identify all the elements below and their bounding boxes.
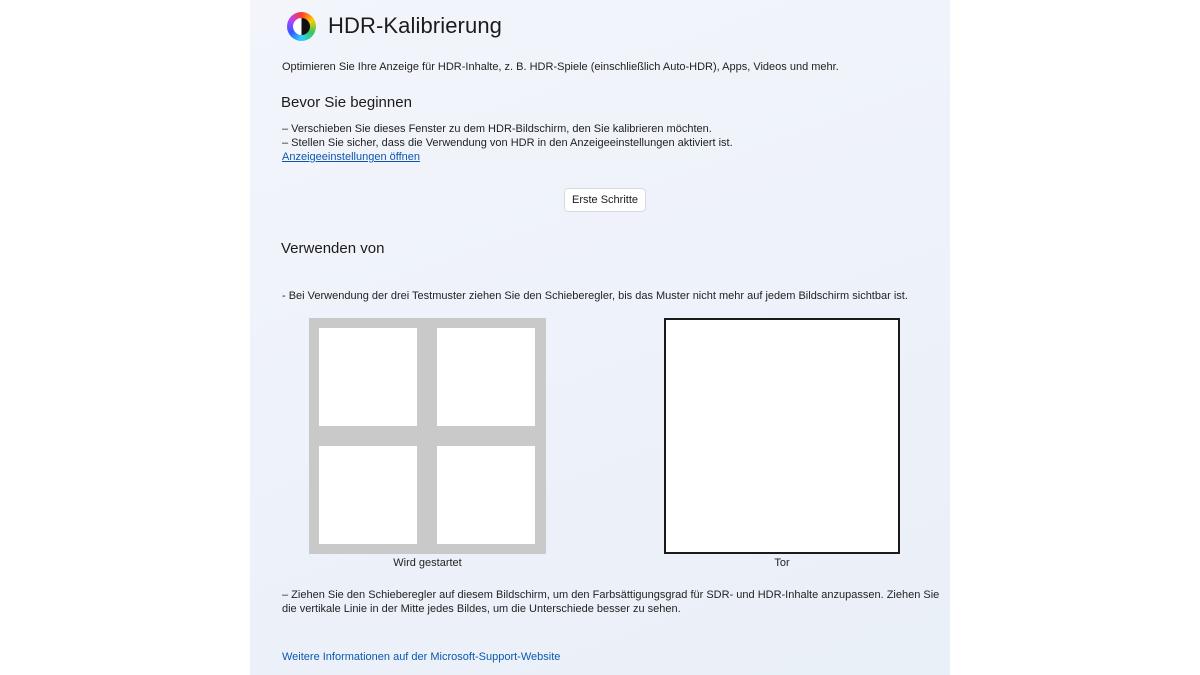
- hdr-calibration-window: [250, 0, 950, 675]
- start-test-pattern: [309, 318, 546, 554]
- support-website-link[interactable]: Weitere Informationen auf der Microsoft-Support-Website: [282, 651, 561, 663]
- app-title: HDR-Kalibrierung: [328, 13, 502, 38]
- pattern-pane: [319, 446, 417, 544]
- intro-text: Optimieren Sie Ihre Anzeige für HDR-Inhalte, z. B. HDR-Spiele (einschließlich Auto-HDR), Apps, Videos und mehr.: [282, 61, 839, 73]
- display-settings-link[interactable]: Anzeigeeinstellungen öffnen: [282, 151, 421, 163]
- target-pattern-caption: Tor: [774, 557, 790, 569]
- pattern-pane: [437, 446, 535, 544]
- saturation-instruction-line2: die vertikale Linie in der Mitte jedes Bildes, um die Unterschiede besser zu sehen.: [282, 603, 681, 615]
- target-test-pattern: [664, 318, 900, 554]
- app-header: [287, 11, 502, 41]
- start-pattern-caption: Wird gestartet: [393, 557, 462, 569]
- before-start-heading: Bevor Sie beginnen: [281, 94, 412, 111]
- color-wheel-icon: [287, 12, 316, 41]
- saturation-instruction-line1: – Ziehen Sie den Schieberegler auf diesem Bildschirm, um den Farbsättigungsgrad für SDR- und HDR-Inhalte anzupassen. Ziehen Sie: [282, 589, 940, 601]
- pattern-pane: [437, 328, 535, 426]
- move-window-instruction: – Verschieben Sie dieses Fenster zu dem HDR-Bildschirm, den Sie kalibrieren möchten.: [282, 123, 712, 135]
- usage-heading: Verwenden von: [281, 240, 385, 257]
- get-started-button[interactable]: Erste Schritte: [564, 188, 646, 212]
- usage-instruction: - Bei Verwendung der drei Testmuster ziehen Sie den Schieberegler, bis das Muster nicht mehr auf jedem Bildschirm sichtbar ist.: [282, 290, 908, 302]
- enable-hdr-instruction: – Stellen Sie sicher, dass die Verwendung von HDR in den Anzeigeeinstellungen aktiviert ist.: [282, 137, 733, 149]
- pattern-pane: [319, 328, 417, 426]
